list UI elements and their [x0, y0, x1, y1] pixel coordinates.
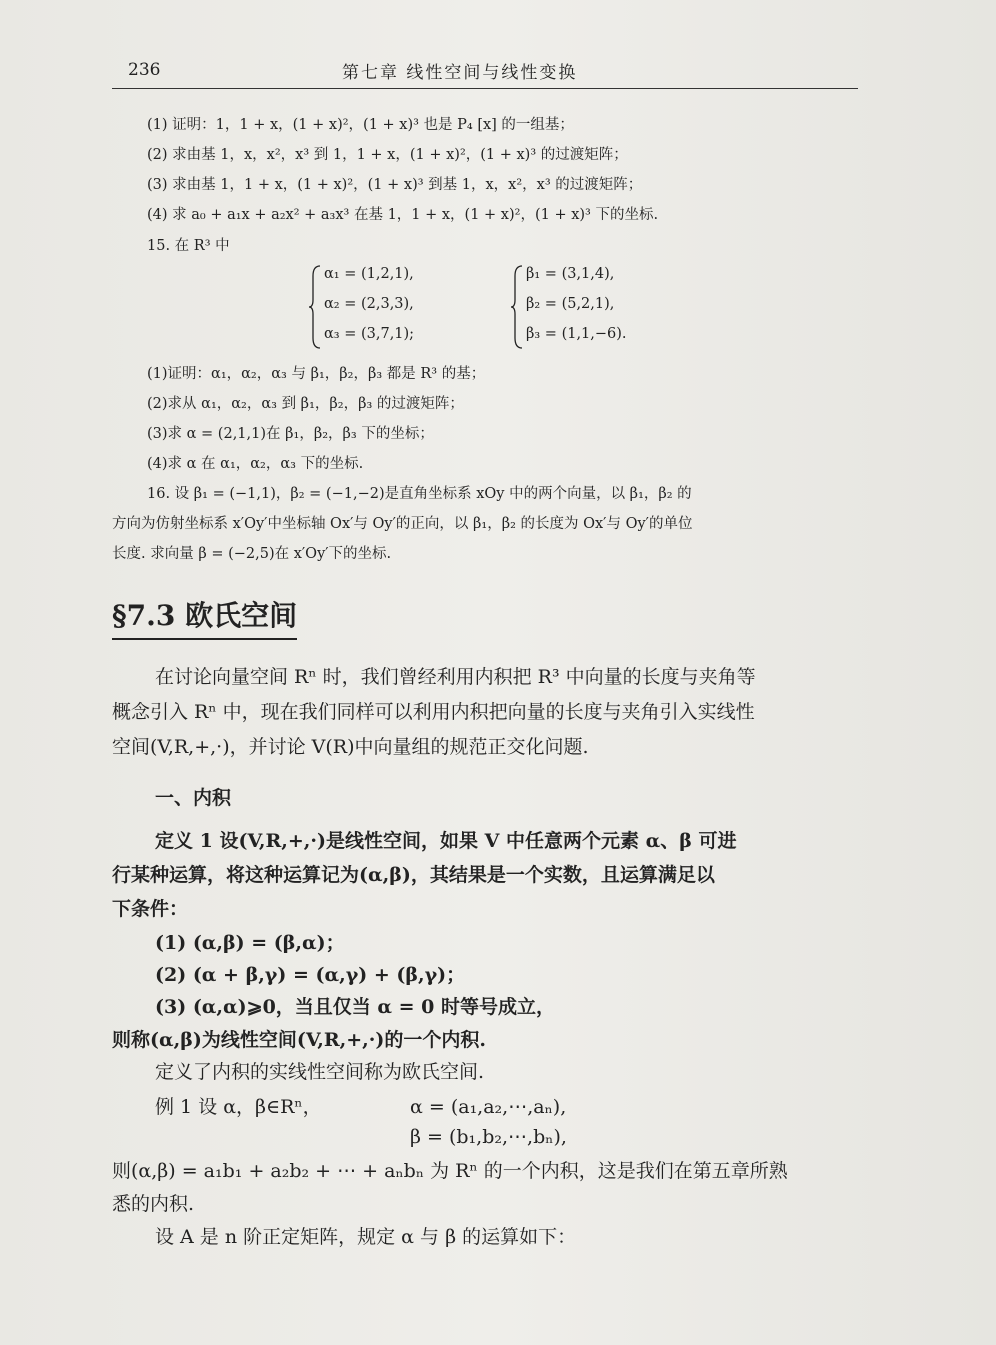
example1-alpha: α = (a₁,a₂,⋯,aₙ), — [410, 1096, 567, 1118]
condition-2: (2) (α + β,γ) = (α,γ) + (β,γ)； — [155, 964, 466, 986]
ex16-line-3: 长度. 求向量 β = (−2,5)在 x′Oy′下的坐标. — [112, 546, 392, 562]
ex14-item-3: (3) 求由基 1，1 + x，(1 + x)²，(1 + x)³ 到基 1，x，x²，x³ 的过渡矩阵； — [147, 177, 643, 193]
ex14-item-4: (4) 求 a₀ + a₁x + a₂x² + a₃x³ 在基 1，1 + x，(1 + x)²，(1 + x)³ 下的坐标. — [147, 207, 659, 223]
beta-system — [510, 262, 670, 352]
header-rule — [112, 88, 858, 89]
alpha-2: α₂ = (2,3,3), — [324, 296, 414, 312]
last-line: 设 A 是 n 阶正定矩阵，规定 α 与 β 的运算如下： — [155, 1226, 577, 1248]
subsection-heading: 一、内积 — [155, 787, 232, 809]
alpha-1: α₁ = (1,2,1), — [324, 266, 414, 282]
definition-line-1: 定义 1 设(V,R,+,·)是线性空间，如果 V 中任意两个元素 α、β 可进 — [155, 830, 737, 852]
ex15-item-2: (2)求从 α₁，α₂，α₃ 到 β₁，β₂，β₃ 的过渡矩阵； — [147, 396, 464, 412]
euclid-definition: 定义了内积的实线性空间称为欧氏空间. — [155, 1061, 485, 1083]
page-header — [112, 58, 858, 88]
ex16-line-2: 方向为仿射坐标系 x′Oy′中坐标轴 Ox′与 Oy′的正向，以 β₁，β₂ 的长度为 Ox′与 Oy′的单位 — [112, 516, 693, 532]
intro-line-3: 空间(V,R,+,·)，并讨论 V(R)中向量组的规范正交化问题. — [112, 736, 589, 758]
example1-result-1: 则(α,β) = a₁b₁ + a₂b₂ + ⋯ + aₙbₙ 为 Rⁿ 的一个内积，这是我们在第五章所熟 — [112, 1160, 788, 1182]
page-number: 236 — [128, 60, 161, 80]
condition-3: (3) (α,α)⩾0，当且仅当 α = 0 时等号成立， — [155, 996, 556, 1018]
section-title: §7.3 欧氏空间 — [112, 594, 297, 640]
ex14-item-2: (2) 求由基 1，x，x²，x³ 到 1，1 + x，(1 + x)²，(1 + x)³ 的过渡矩阵； — [147, 147, 628, 163]
example1-result-2: 悉的内积. — [112, 1193, 195, 1215]
definition-line-3: 下条件： — [112, 898, 189, 920]
example1-label: 例 1 设 α，β∈Rⁿ， — [155, 1096, 322, 1118]
ex14-item-1: (1) 证明：1，1 + x，(1 + x)²，(1 + x)³ 也是 P₄ [x] 的一组基； — [147, 117, 574, 133]
definition-conclusion: 则称(α,β)为线性空间(V,R,+,·)的一个内积. — [112, 1029, 487, 1051]
ex15-item-1: (1)证明：α₁，α₂，α₃ 与 β₁，β₂，β₃ 都是 R³ 的基； — [147, 366, 486, 382]
intro-line-1: 在讨论向量空间 Rⁿ 时，我们曾经利用内积把 R³ 中向量的长度与夹角等 — [155, 666, 756, 688]
left-brace-icon — [510, 264, 524, 350]
running-head: 第七章 线性空间与线性变换 — [342, 63, 578, 83]
example1-beta: β = (b₁,b₂,⋯,bₙ), — [410, 1126, 567, 1148]
alpha-3: α₃ = (3,7,1); — [324, 326, 415, 342]
ex15-item-4: (4)求 α 在 α₁，α₂，α₃ 下的坐标. — [147, 456, 364, 472]
ex16-line-1: 16. 设 β₁ = (−1,1)，β₂ = (−1,−2)是直角坐标系 xOy 中的两个向量，以 β₁，β₂ 的 — [147, 486, 692, 502]
beta-3: β₃ = (1,1,−6). — [526, 326, 627, 342]
ex15-item-3: (3)求 α = (2,1,1)在 β₁，β₂，β₃ 下的坐标； — [147, 426, 434, 442]
intro-line-2: 概念引入 Rⁿ 中，现在我们同样可以利用内积把向量的长度与夹角引入实线性 — [112, 701, 755, 723]
left-brace-icon — [308, 264, 322, 350]
beta-1: β₁ = (3,1,4), — [526, 266, 615, 282]
beta-2: β₂ = (5,2,1), — [526, 296, 615, 312]
condition-1: (1) (α,β) = (β,α)； — [155, 932, 345, 954]
ex15-intro: 15. 在 R³ 中 — [147, 238, 230, 254]
alpha-system — [308, 262, 458, 352]
definition-line-2: 行某种运算，将这种运算记为(α,β)，其结果是一个实数，且运算满足以 — [112, 864, 715, 886]
